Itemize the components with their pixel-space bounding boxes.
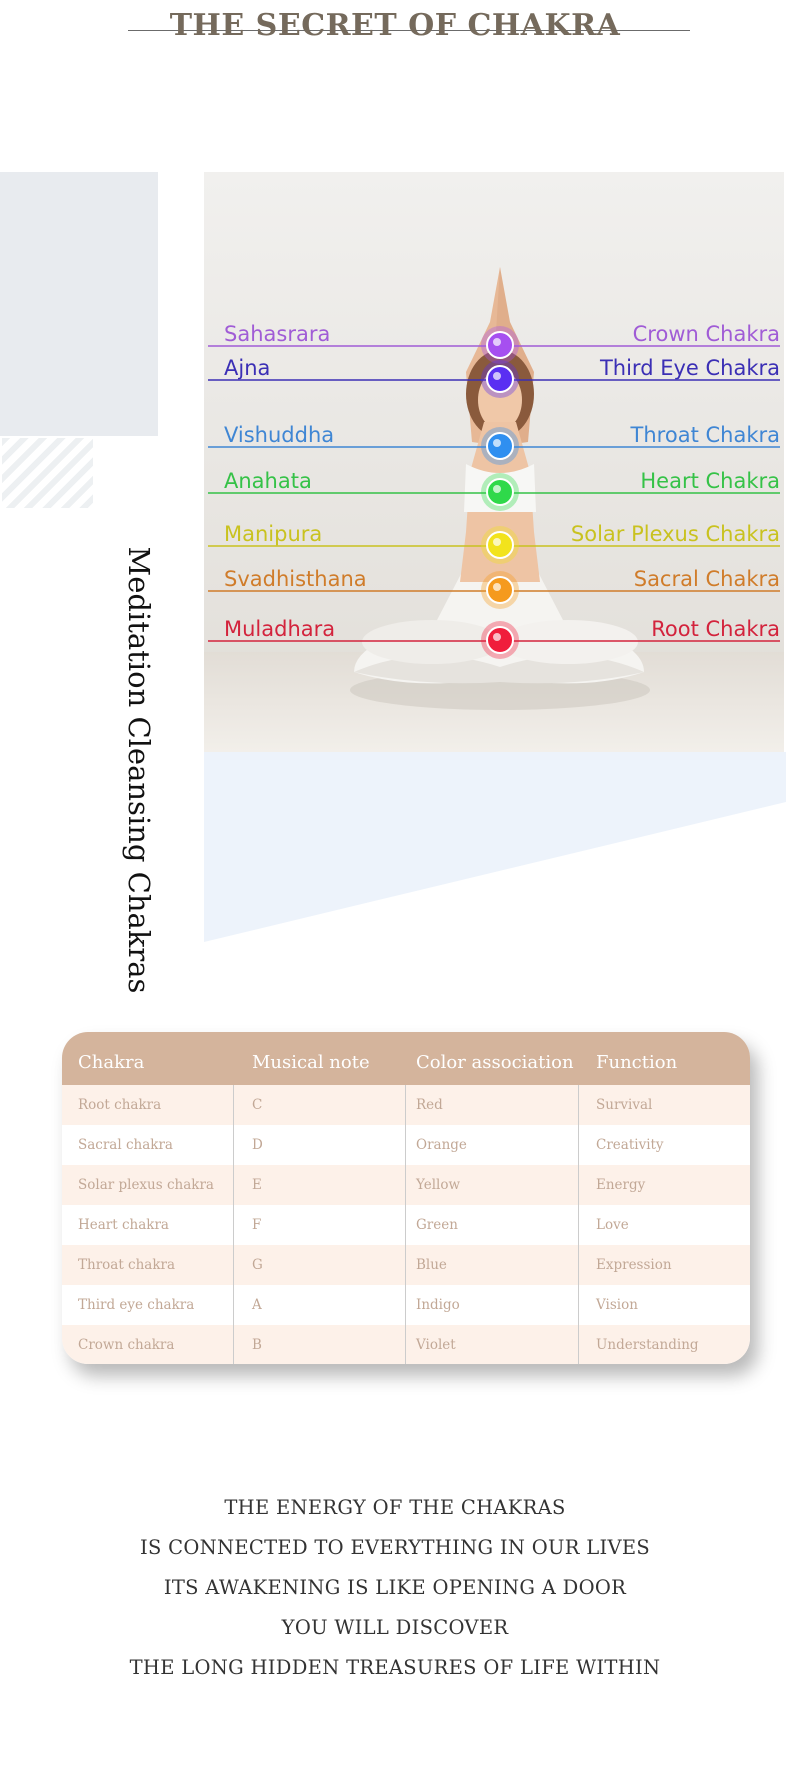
chakra-english-label: Heart Chakra [640, 469, 780, 493]
table-cell: Energy [596, 1177, 646, 1193]
chakra-sanskrit-label: Vishuddha [224, 423, 335, 447]
table-row [62, 1245, 750, 1285]
chakra-illustration [204, 172, 784, 752]
table-cell: Violet [416, 1337, 456, 1353]
page-title: THE SECRET OF CHAKRA [169, 8, 621, 43]
chakra-sanskrit-label: Sahasrara [224, 322, 331, 346]
side-heading-wrap [114, 540, 164, 1000]
column-divider [233, 1085, 234, 1364]
table-row [62, 1325, 750, 1364]
decorative-blue-wedge [204, 752, 786, 942]
table-cell: Solar plexus chakra [78, 1177, 214, 1193]
chakra-english-label: Throat Chakra [630, 423, 780, 447]
chakra-orb [487, 627, 513, 653]
column-divider [578, 1085, 579, 1364]
table-header-function: Function [596, 1052, 678, 1073]
chakra-orb-highlight [493, 633, 501, 641]
closing-text [0, 1488, 790, 1688]
table-cell: Red [416, 1097, 443, 1113]
table-cell: Root chakra [78, 1097, 162, 1113]
table-row [62, 1205, 750, 1245]
chakra-figure-svg [204, 172, 784, 752]
table-row [62, 1165, 750, 1205]
chakra-english-label: Third Eye Chakra [599, 356, 780, 380]
table-cell: Vision [596, 1297, 638, 1313]
chakra-orb-highlight [493, 439, 501, 447]
chakra-orb [487, 366, 513, 392]
closing-line: THE LONG HIDDEN TREASURES OF LIFE WITHIN [129, 1656, 661, 1679]
table-row [62, 1085, 750, 1125]
table-header-row [62, 1032, 750, 1085]
table-cell: B [252, 1337, 262, 1353]
chakra-sanskrit-label: Ajna [224, 356, 271, 380]
table-cell: Understanding [596, 1337, 699, 1353]
table-cell: A [252, 1297, 262, 1313]
table-header-musical-note: Musical note [252, 1052, 370, 1073]
table-cell: Orange [416, 1137, 467, 1153]
chakra-sanskrit-label: Anahata [224, 469, 312, 493]
table-cell: Third eye chakra [78, 1297, 195, 1313]
table-cell: Expression [596, 1257, 672, 1273]
chakra-sanskrit-label: Manipura [224, 522, 323, 546]
closing-line: THE ENERGY OF THE CHAKRAS [224, 1496, 566, 1519]
table-cell: Yellow [416, 1177, 461, 1193]
chakra-english-label: Crown Chakra [632, 322, 780, 346]
table-cell: Green [416, 1217, 458, 1233]
table-cell: Heart chakra [78, 1217, 169, 1233]
chakra-english-label: Solar Plexus Chakra [570, 522, 780, 546]
table-cell: Blue [416, 1257, 447, 1273]
page-header [0, 0, 790, 60]
chakra-sanskrit-label: Muladhara [224, 617, 336, 641]
chakra-orb [487, 479, 513, 505]
table-cell: Crown chakra [78, 1337, 175, 1353]
table-row [62, 1125, 750, 1165]
chakra-orb-highlight [493, 538, 501, 546]
table-cell: G [252, 1257, 263, 1273]
chakra-orb-highlight [493, 372, 501, 380]
table-cell: Indigo [416, 1297, 460, 1313]
table-header-chakra: Chakra [78, 1052, 145, 1073]
column-divider [405, 1085, 406, 1364]
chakra-orb-highlight [493, 485, 501, 493]
chakra-orb [487, 532, 513, 558]
chakra-english-label: Sacral Chakra [633, 567, 780, 591]
table-cell: D [252, 1137, 263, 1153]
table-cell: C [252, 1097, 263, 1113]
table-row [62, 1285, 750, 1325]
table-cell: F [252, 1217, 262, 1233]
chakra-table [62, 1032, 750, 1364]
table-cell: E [252, 1177, 262, 1193]
table-cell: Love [596, 1217, 629, 1233]
table-cell: Survival [596, 1097, 653, 1113]
table-header-color-association: Color association [416, 1052, 574, 1073]
decorative-stripe-block [2, 438, 93, 508]
table-cell: Throat chakra [78, 1257, 176, 1273]
chakra-orb [487, 577, 513, 603]
closing-line: IS CONNECTED TO EVERYTHING IN OUR LIVES [139, 1536, 651, 1559]
side-heading: Meditation Cleansing Chakras [122, 546, 156, 994]
chakra-orb-highlight [493, 583, 501, 591]
table-cell: Creativity [596, 1137, 664, 1153]
closing-line: YOU WILL DISCOVER [281, 1616, 509, 1639]
closing-line: ITS AWAKENING IS LIKE OPENING A DOOR [163, 1576, 627, 1599]
chakra-orb [487, 332, 513, 358]
chakra-sanskrit-label: Svadhisthana [224, 567, 367, 591]
table-cell: Sacral chakra [78, 1137, 173, 1153]
chakra-english-label: Root Chakra [651, 617, 780, 641]
decorative-grey-block [0, 172, 158, 436]
chakra-orb [487, 433, 513, 459]
chakra-orb-highlight [493, 338, 501, 346]
